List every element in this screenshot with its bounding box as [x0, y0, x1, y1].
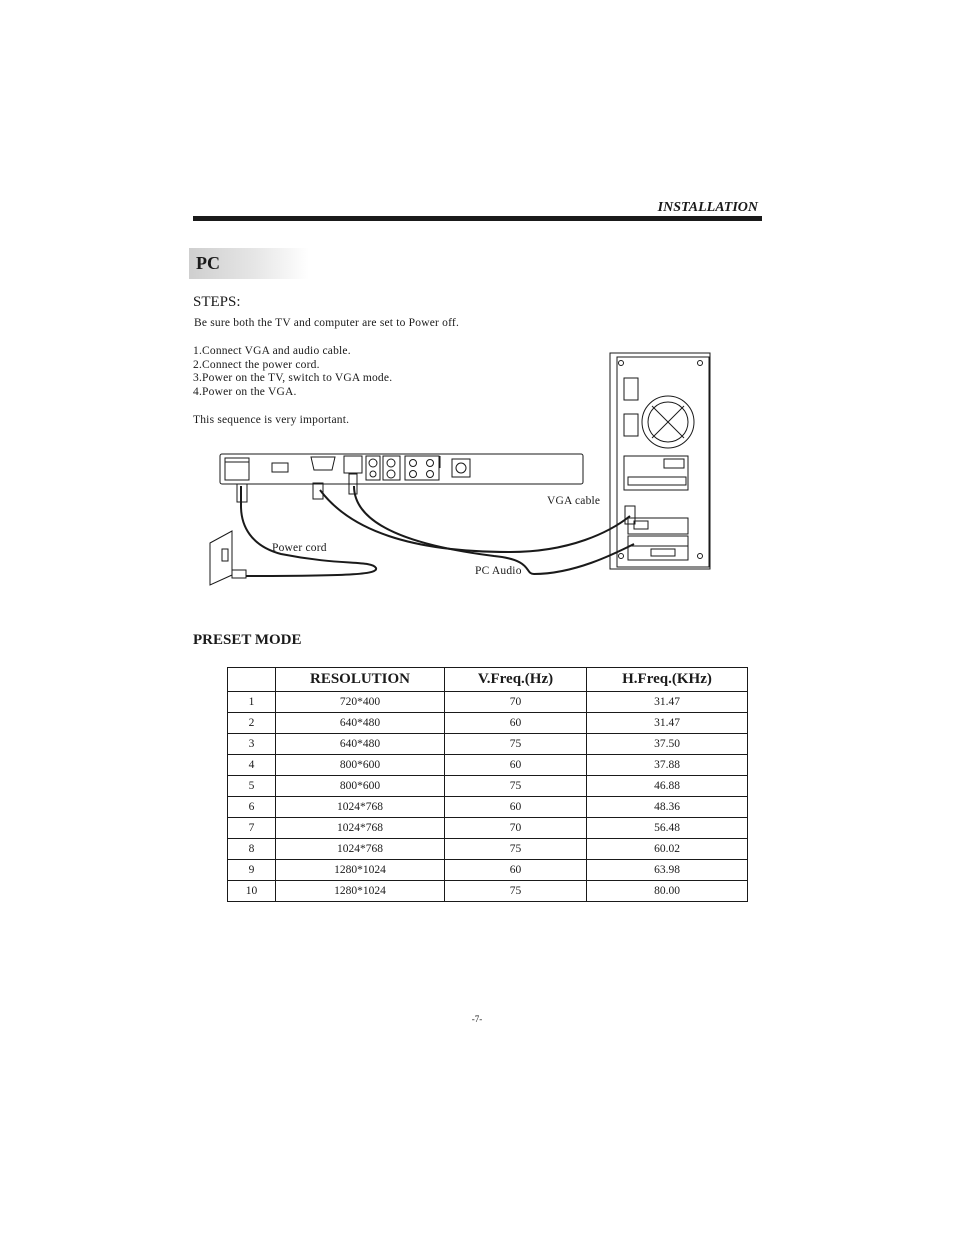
cell-index: 8: [228, 839, 276, 860]
cell-hfreq: 46.88: [587, 776, 748, 797]
cell-hfreq: 48.36: [587, 797, 748, 818]
cell-vfreq: 60: [445, 860, 587, 881]
tv-back-panel: [220, 454, 583, 484]
cell-hfreq: 63.98: [587, 860, 748, 881]
cell-vfreq: 75: [445, 734, 587, 755]
column-header-vfreq: V.Freq.(Hz): [445, 668, 587, 692]
table-row: [228, 860, 748, 881]
steps-note: This sequence is very important.: [193, 414, 350, 426]
preset-mode-title: PRESET MODE: [193, 632, 302, 648]
cell-hfreq: 31.47: [587, 692, 748, 713]
step-item: 2.Connect the power cord.: [193, 359, 320, 371]
power-cord-label: Power cord: [272, 542, 327, 554]
cell-index: 10: [228, 881, 276, 902]
cell-vfreq: 60: [445, 797, 587, 818]
table-row: [228, 713, 748, 734]
cell-index: 1: [228, 692, 276, 713]
cell-vfreq: 75: [445, 839, 587, 860]
cell-vfreq: 75: [445, 776, 587, 797]
cell-index: 2: [228, 713, 276, 734]
section-header-label: INSTALLATION: [657, 200, 758, 215]
column-header-hfreq: H.Freq.(KHz): [587, 668, 748, 692]
table-body: [228, 692, 748, 902]
cell-resolution: 640*480: [276, 734, 445, 755]
cell-index: 5: [228, 776, 276, 797]
cell-vfreq: 70: [445, 818, 587, 839]
cell-resolution: 720*400: [276, 692, 445, 713]
table-row: [228, 734, 748, 755]
cell-index: 7: [228, 818, 276, 839]
cell-hfreq: 37.50: [587, 734, 748, 755]
cell-hfreq: 60.02: [587, 839, 748, 860]
table-row: [228, 797, 748, 818]
step-item: 1.Connect VGA and audio cable.: [193, 345, 351, 357]
table-header-row: [228, 668, 748, 692]
cell-vfreq: 60: [445, 713, 587, 734]
pc-audio-label: PC Audio: [475, 565, 522, 577]
steps-intro: Be sure both the TV and computer are set to Power off.: [194, 317, 460, 329]
page-number: -7-: [471, 1014, 483, 1024]
cell-resolution: 1024*768: [276, 839, 445, 860]
preset-mode-table: [227, 667, 748, 902]
cell-index: 4: [228, 755, 276, 776]
table-row: [228, 818, 748, 839]
cell-index: 3: [228, 734, 276, 755]
section-title: PC: [196, 253, 220, 273]
cell-resolution: 800*600: [276, 776, 445, 797]
table-row: [228, 839, 748, 860]
cell-resolution: 1280*1024: [276, 881, 445, 902]
cell-resolution: 1024*768: [276, 818, 445, 839]
pc-tower: [610, 353, 710, 569]
column-header-index: [228, 668, 276, 692]
header-rule: [193, 216, 762, 221]
cell-index: 9: [228, 860, 276, 881]
cell-resolution: 1280*1024: [276, 860, 445, 881]
table-row: [228, 755, 748, 776]
wall-outlet: [210, 531, 246, 585]
step-item: 4.Power on the VGA.: [193, 386, 297, 398]
table-row: [228, 881, 748, 902]
steps-title: STEPS:: [193, 294, 241, 310]
step-item: 3.Power on the TV, switch to VGA mode.: [193, 372, 393, 384]
cell-vfreq: 70: [445, 692, 587, 713]
cell-resolution: 1024*768: [276, 797, 445, 818]
cell-vfreq: 60: [445, 755, 587, 776]
cell-resolution: 640*480: [276, 713, 445, 734]
vga-cable-label: VGA cable: [547, 495, 601, 507]
cell-resolution: 800*600: [276, 755, 445, 776]
cell-hfreq: 56.48: [587, 818, 748, 839]
table-row: [228, 692, 748, 713]
cell-index: 6: [228, 797, 276, 818]
cell-hfreq: 37.88: [587, 755, 748, 776]
cell-hfreq: 80.00: [587, 881, 748, 902]
table-row: [228, 776, 748, 797]
cell-vfreq: 75: [445, 881, 587, 902]
cell-hfreq: 31.47: [587, 713, 748, 734]
column-header-resolution: RESOLUTION: [276, 668, 445, 692]
